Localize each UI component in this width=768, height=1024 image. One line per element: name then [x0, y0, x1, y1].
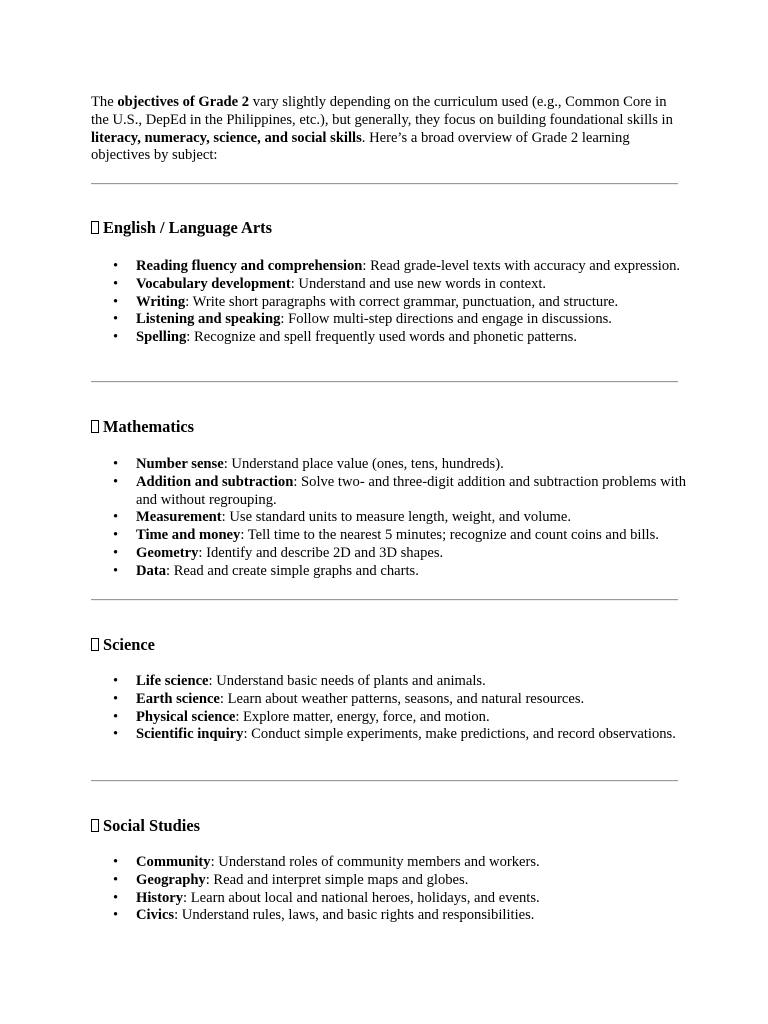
intro-bold-objectives: objectives of Grade 2	[117, 94, 250, 110]
list-item	[91, 258, 691, 276]
list-item	[91, 545, 691, 563]
item-desc: : Use standard units to measure length, weight, and volume.	[221, 509, 572, 526]
item-term: History	[136, 889, 184, 906]
bullet: •	[113, 562, 119, 579]
item-desc: : Read grade-level texts with accuracy and expression.	[362, 258, 681, 274]
item-term: Data	[136, 562, 166, 579]
list-item	[91, 527, 691, 545]
bullet: •	[113, 527, 119, 544]
section-heading-label: English / Language Arts	[103, 218, 272, 237]
item-desc: : Explore matter, energy, force, and motion.	[235, 708, 490, 725]
section-heading-label: Science	[103, 635, 155, 654]
item-term: Scientific inquiry	[136, 726, 244, 743]
horizontal-rule	[91, 381, 678, 383]
item-desc: : Identify and describe 2D and 3D shapes.	[198, 544, 444, 561]
item-term: Spelling	[136, 329, 187, 346]
horizontal-rule	[91, 183, 678, 185]
list-item	[91, 294, 691, 312]
list-item	[91, 456, 691, 474]
list-item	[91, 907, 691, 925]
list-item	[91, 890, 691, 908]
bullet: •	[113, 329, 119, 346]
list-item	[91, 474, 691, 510]
list-item	[91, 709, 691, 727]
list-item	[91, 276, 691, 294]
bullet: •	[113, 473, 119, 490]
missing-glyph-icon	[91, 221, 99, 234]
item-term: Addition and subtraction	[136, 473, 294, 490]
item-term: Community	[136, 854, 211, 870]
section-heading-english	[91, 218, 272, 238]
english-objectives-list	[91, 258, 691, 347]
item-term: Time and money	[136, 527, 241, 544]
missing-glyph-icon	[91, 819, 99, 832]
horizontal-rule	[91, 780, 678, 782]
list-item	[91, 311, 691, 329]
item-desc: : Understand rules, laws, and basic rights and responsibilities.	[174, 907, 535, 924]
intro-text: . Here’s a broad overview of Grade 2 learning objectives by subject:	[91, 129, 630, 164]
missing-glyph-icon	[91, 420, 99, 433]
section-heading-label: Mathematics	[103, 417, 195, 436]
intro-text: vary slightly depending on the curriculum used (e.g., Common Core in the U.S., DepEd in the Philippines, etc.), but generally, they focus on building foundational skills in	[91, 94, 673, 128]
bullet: •	[113, 907, 119, 924]
item-desc: : Understand and use new words in context.	[290, 275, 547, 292]
section-heading-science	[91, 635, 155, 655]
intro-text: The	[91, 94, 118, 110]
missing-glyph-icon	[91, 638, 99, 651]
list-item	[91, 854, 691, 872]
item-desc: : Recognize and spell frequently used words and phonetic patterns.	[186, 329, 577, 346]
list-item	[91, 509, 691, 527]
bullet: •	[113, 544, 119, 561]
bullet: •	[113, 456, 119, 472]
item-desc: : Solve two- and three-digit addition and subtraction problems with and without regrouping.	[136, 473, 687, 508]
bullet: •	[113, 311, 119, 328]
item-desc: : Learn about local and national heroes, holidays, and events.	[183, 889, 540, 906]
item-term: Listening and speaking	[136, 311, 281, 328]
bullet: •	[113, 509, 119, 526]
section-heading-social-studies	[91, 816, 200, 836]
item-desc: : Write short paragraphs with correct grammar, punctuation, and structure.	[185, 293, 619, 310]
bullet: •	[113, 854, 119, 870]
bullet: •	[113, 871, 119, 888]
item-term: Civics	[136, 907, 175, 924]
item-term: Geometry	[136, 544, 199, 561]
bullet: •	[113, 708, 119, 725]
item-term: Number sense	[136, 456, 224, 472]
intro-bold-skills: literacy, numeracy, science, and social skills	[91, 129, 362, 146]
list-item	[91, 726, 691, 744]
list-item	[91, 563, 691, 581]
item-term: Life science	[136, 673, 209, 689]
item-desc: : Understand roles of community members and workers.	[210, 854, 540, 870]
item-term: Vocabulary development	[136, 275, 291, 292]
list-item	[91, 872, 691, 890]
bullet: •	[113, 889, 119, 906]
bullet: •	[113, 275, 119, 292]
horizontal-rule	[91, 599, 678, 601]
science-objectives-list	[91, 673, 691, 744]
intro-paragraph	[91, 94, 681, 165]
item-term: Geography	[136, 871, 206, 888]
item-desc: : Follow multi-step directions and engage in discussions.	[280, 311, 612, 328]
item-term: Measurement	[136, 509, 222, 526]
bullet: •	[113, 293, 119, 310]
list-item	[91, 691, 691, 709]
list-item	[91, 329, 691, 347]
section-heading-mathematics	[91, 417, 194, 437]
item-desc: : Read and create simple graphs and charts.	[166, 562, 419, 579]
bullet: •	[113, 673, 119, 689]
mathematics-objectives-list	[91, 456, 691, 581]
item-desc: : Tell time to the nearest 5 minutes; recognize and count coins and bills.	[240, 527, 659, 544]
social-studies-objectives-list	[91, 854, 691, 925]
bullet: •	[113, 726, 119, 743]
item-desc: : Understand place value (ones, tens, hundreds).	[223, 456, 504, 472]
item-term: Writing	[136, 293, 186, 310]
item-desc: : Understand basic needs of plants and animals.	[208, 673, 486, 689]
item-desc: : Conduct simple experiments, make predictions, and record observations.	[243, 726, 676, 743]
item-term: Physical science	[136, 708, 236, 725]
item-desc: : Learn about weather patterns, seasons, and natural resources.	[219, 690, 585, 707]
section-heading-label: Social Studies	[103, 816, 200, 835]
item-desc: : Read and interpret simple maps and globes.	[205, 871, 469, 888]
item-term: Reading fluency and comprehension	[136, 258, 363, 274]
bullet: •	[113, 690, 119, 707]
item-term: Earth science	[136, 690, 220, 707]
bullet: •	[113, 258, 119, 274]
list-item	[91, 673, 691, 691]
